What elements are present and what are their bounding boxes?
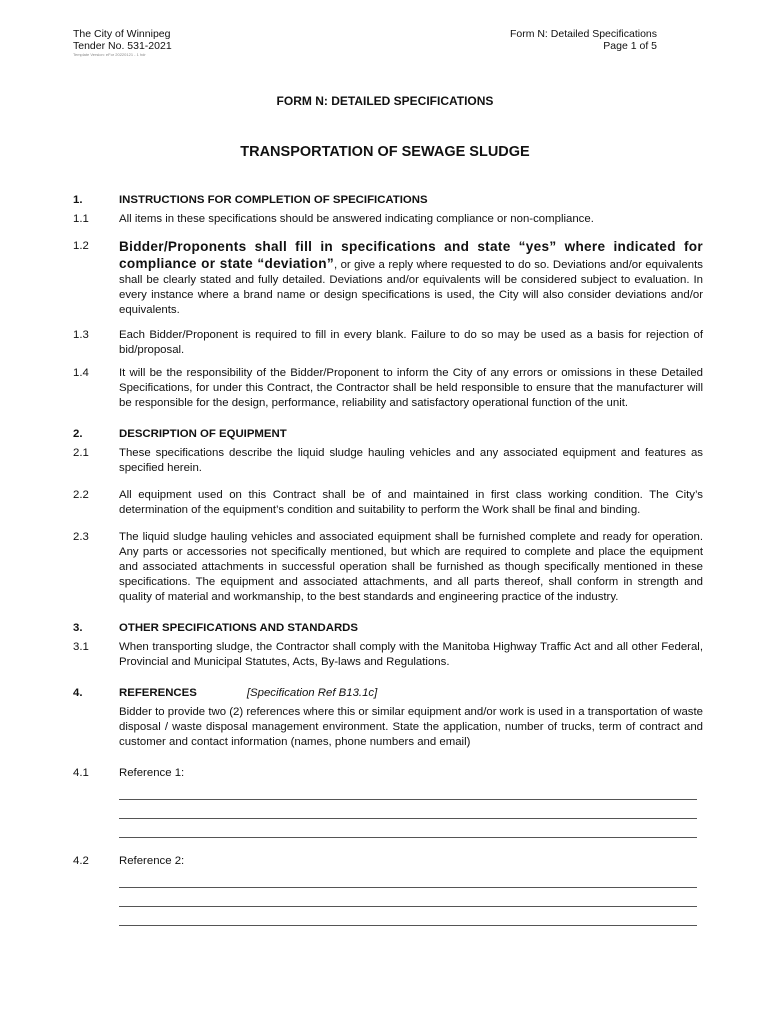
reference-1-line-1[interactable] [119, 781, 697, 800]
reference-1-line-2[interactable] [119, 800, 697, 819]
reference-1: 4.1 Reference 1: [73, 766, 703, 838]
paragraph-1-2: 1.2 Bidder/Proponents shall fill in specifications and state “yes” where indicated for compliance or state “deviation”, or give a reply where requested to do so. Deviations and/or equivalents shall be clearly stated and fully detailed. Deviations and/or equivalents will be considered subject to evaluation. In every instance where a brand name or design specifications is used, the City will also consider deviations and/or equivalents. [73, 239, 703, 316]
paragraph-1-1: 1.1 All items in these specifications should be answered indicating compliance or non-compliance. [73, 213, 594, 225]
section-heading: 1. INSTRUCTIONS FOR COMPLETION OF SPECIFICATIONS [73, 194, 428, 206]
paragraph-1-3: 1.3 Each Bidder/Proponent is required to fill in every blank. Failure to do so may be used as a basis for rejection of bid/proposal. [73, 329, 703, 356]
section-heading: 3. OTHER SPECIFICATIONS AND STANDARDS [73, 622, 358, 634]
document-title: TRANSPORTATION OF SEWAGE SLUDGE [240, 144, 530, 160]
reference-2-label: Reference 2: [119, 855, 185, 867]
reference-2-line-2[interactable] [119, 888, 697, 907]
form-title: FORM N: DETAILED SPECIFICATIONS [276, 94, 494, 108]
paragraph-4: Bidder to provide two (2) references where this or similar equipment and/or work is used in a transportation of waste disposal / waste disposal management environment. State the application, number of trucks, term of contract and customer and contact information (names, phone numbers and email) [119, 706, 703, 748]
section-heading: 4. REFERENCES [Specification Ref B13.1c] [73, 687, 378, 699]
template-version: Template Version: eFor 20220121 - 1 hdr [73, 52, 146, 57]
reference-1-line-3[interactable] [119, 819, 697, 838]
reference-2-line-1[interactable] [119, 869, 697, 888]
paragraph-3-1: 3.1 When transporting sludge, the Contractor shall comply with the Manitoba Highway Traffic Act and all other Federal, Provincial and Municipal Statutes, Acts, By-laws and Regulations. [73, 641, 703, 668]
paragraph-2-3: 2.3 The liquid sludge hauling vehicles and associated equipment shall be furnished complete and ready for operation. Any parts or accessories not specifically mentioned, but which are required to complete and place the equipment and associated attachments in successful operation shall be furnished as though specifically mentioned in these specifications. The equipment and associated attachments, and all parts thereof, shall conform in strength and quality of material and workmanship, to the best standards and engineering practice of the industry. [73, 531, 703, 603]
reference-2-line-3[interactable] [119, 907, 697, 926]
reference-1-label: Reference 1: [119, 767, 185, 779]
bold-instruction: Bidder/Proponents shall fill in specifications and state “yes” where indicated for compliance or state “deviation” [119, 239, 703, 271]
document-body [73, 193, 703, 926]
page-number: Page 1 of 5 [603, 40, 657, 52]
paragraph-2-1: 2.1 These specifications describe the liquid sludge hauling vehicles and any associated equipment and features as specified herein. [73, 447, 703, 474]
header-right [510, 28, 657, 52]
section-heading: 2. DESCRIPTION OF EQUIPMENT [73, 428, 287, 440]
paragraph-1-4: 1.4 It will be the responsibility of the Bidder/Proponent to inform the City of any errors or omissions in these Detailed Specifications, for under this Contract, the Contractor shall be held responsible to ensure that the manufacturer will be responsible for the design, performance, reliability and satisfactory operational function of the unit. [73, 367, 703, 409]
paragraph-2-2: 2.2 All equipment used on this Contract shall be of and maintained in first class working condition. The City’s determination of the equipment’s condition and suitability to perform the Work shall be final and binding. [73, 489, 703, 516]
spec-reference: [Specification Ref B13.1c] [246, 687, 378, 699]
org-name: The City of Winnipeg [73, 28, 171, 40]
tender-number: Tender No. 531-2021 [73, 40, 172, 52]
header-left [73, 28, 172, 58]
form-name: Form N: Detailed Specifications [509, 28, 657, 40]
reference-2: 4.2 Reference 2: [73, 854, 703, 926]
